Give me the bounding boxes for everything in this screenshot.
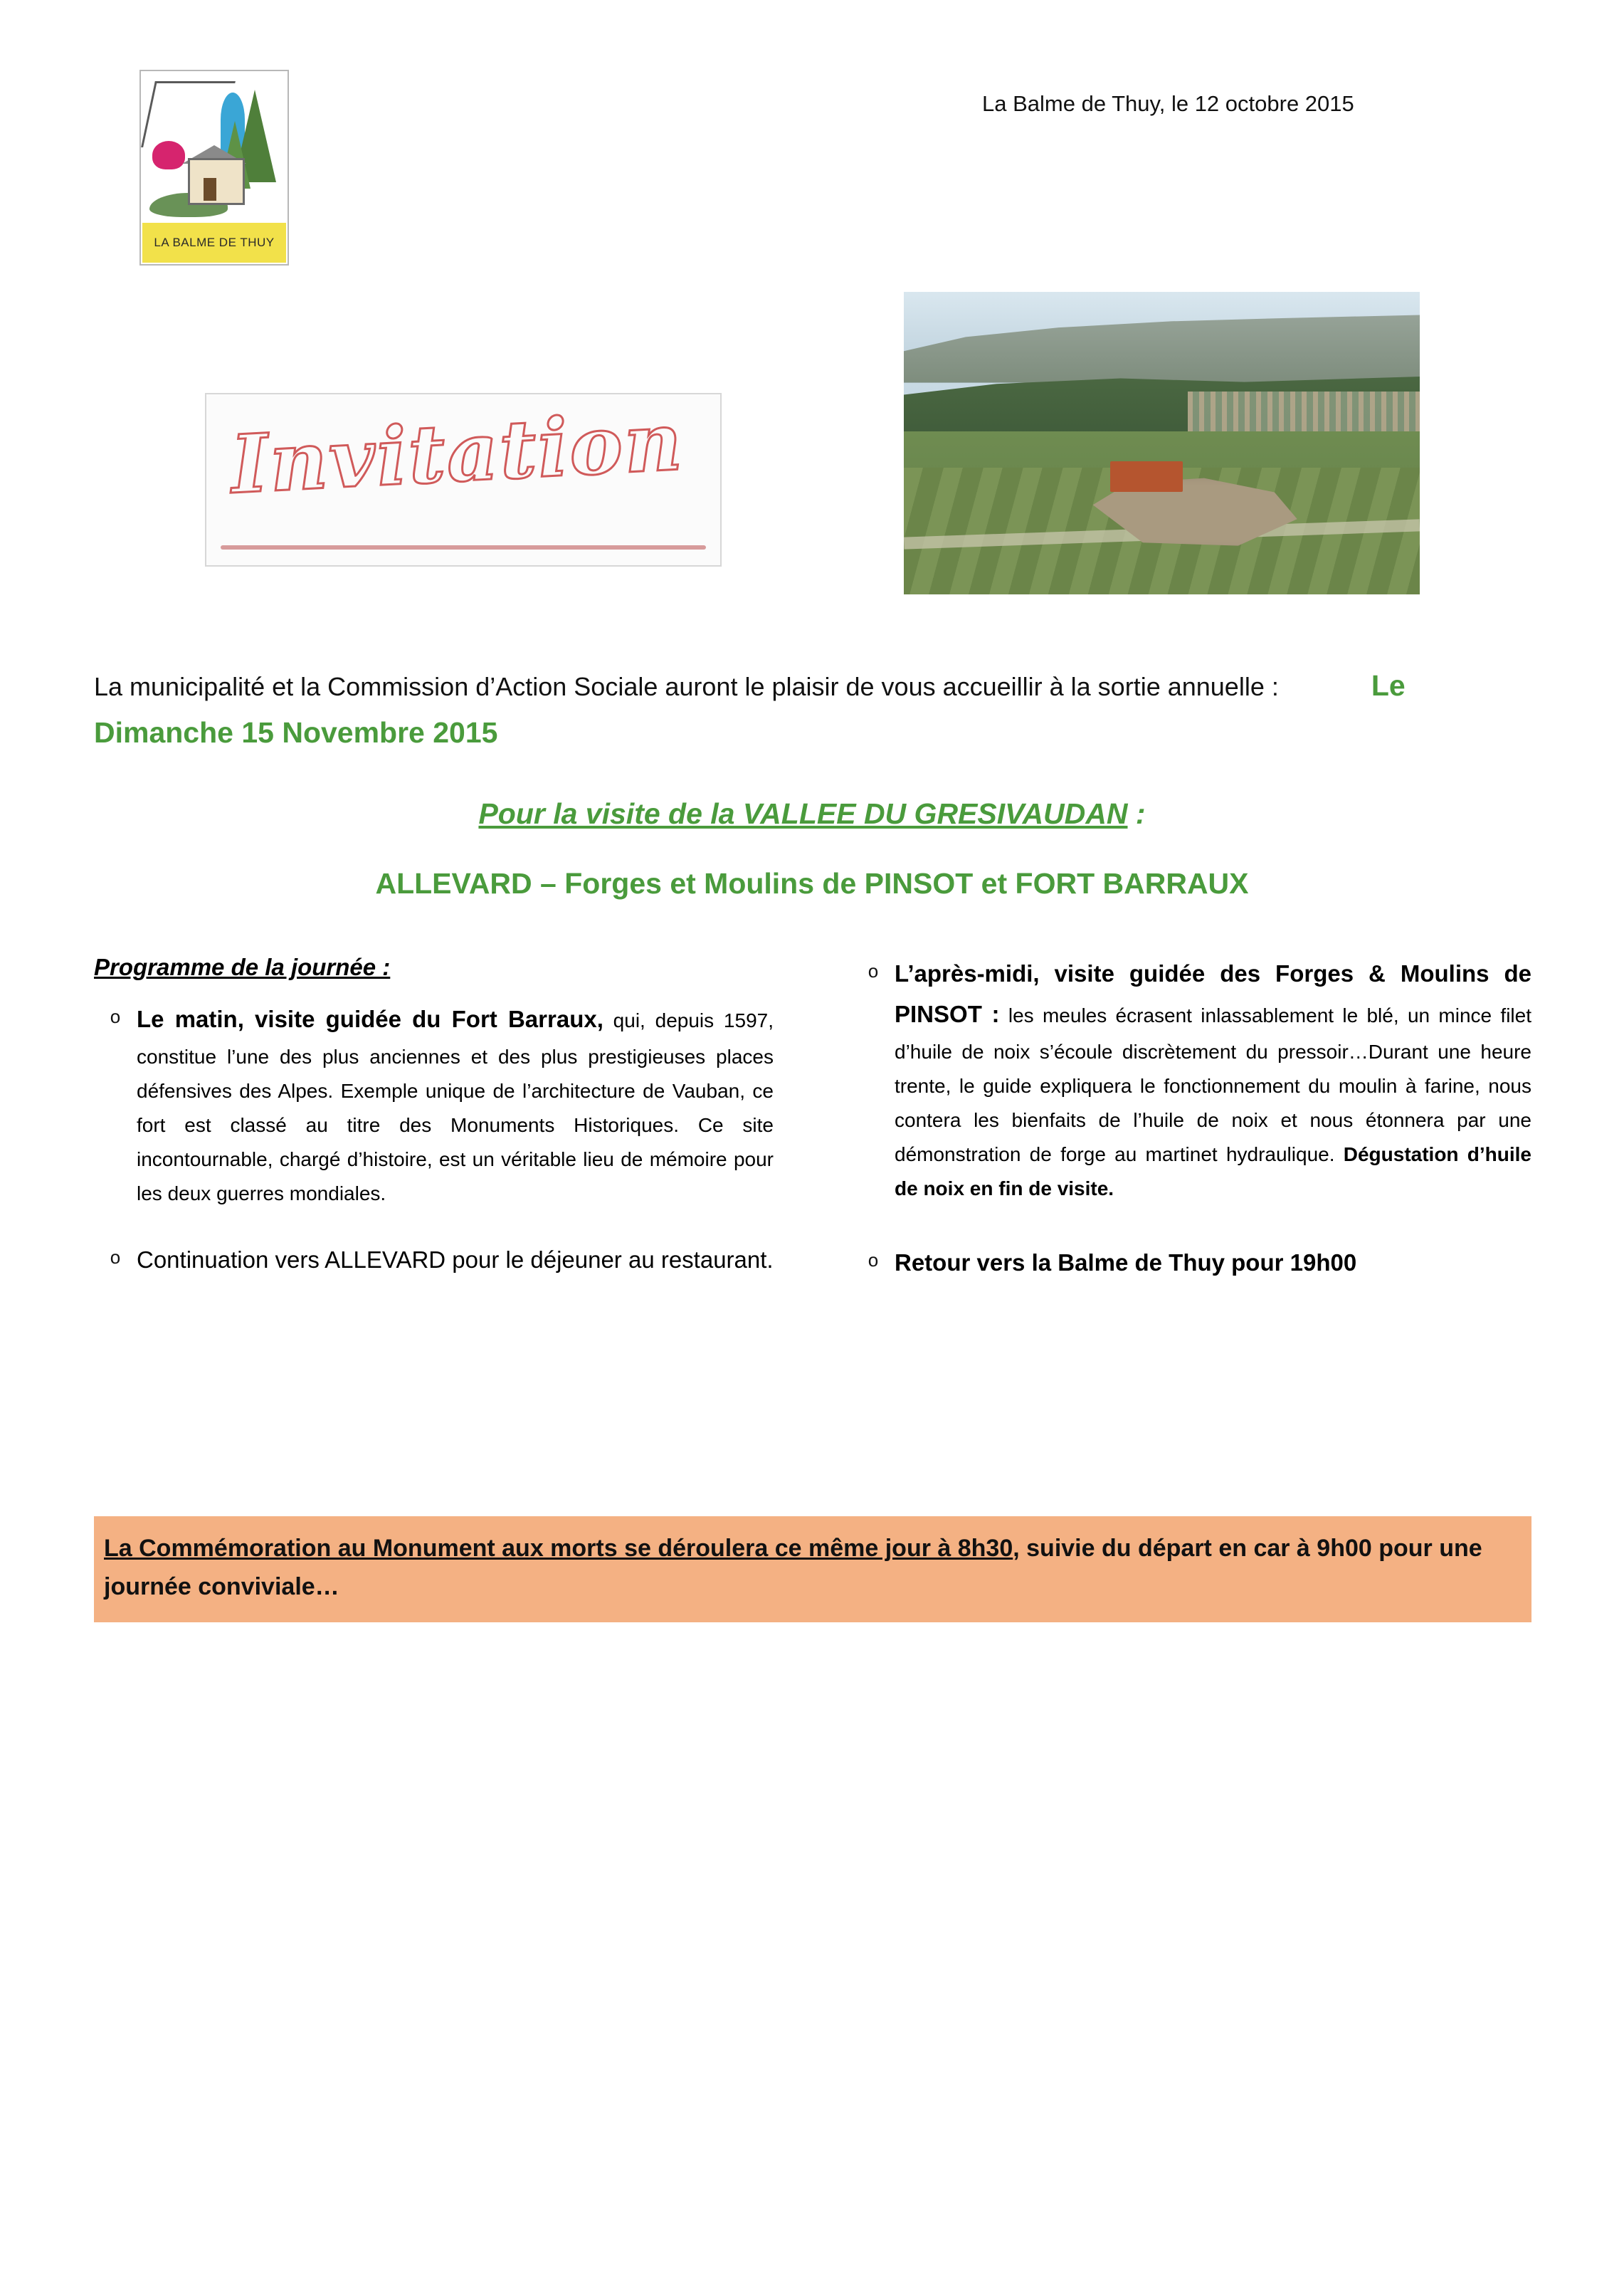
list-item-lead: Le matin, visite guidée du Fort Barraux, <box>137 1006 603 1032</box>
document-header <box>0 0 1624 249</box>
bullet-marker: o <box>868 1249 879 1271</box>
photo-village <box>1188 392 1420 434</box>
commune-logo <box>139 70 289 266</box>
list-item-body <box>895 954 1531 1206</box>
logo-flower-icon <box>152 141 185 169</box>
subtitle-valley-tail: : <box>1127 797 1146 830</box>
logo-house-icon <box>188 158 245 205</box>
list-item-rest: qui, depuis 1597, constitue l’une des plus anciennes et des plus prestigieuses places défensives des Alpes. Exemple unique de l’architecture de Vauban, ce fort est classé au titre des Monuments Historiques. Ce site incontournable, chargé d’histoire, est un véritable lieu de mémoire pour les deux guerres mondiales. <box>137 1009 774 1205</box>
programme-columns <box>94 954 1531 1320</box>
logo-house-door-icon <box>204 178 216 201</box>
fort-barraux-photo <box>904 292 1420 594</box>
invitation-wordart <box>205 393 722 567</box>
list-item-body <box>895 1243 1531 1283</box>
invitation-wordart-text: Invitation <box>228 394 686 512</box>
event-date: Le Dimanche 15 Novembre 2015 <box>94 669 1406 750</box>
subtitle-valley <box>0 797 1624 831</box>
list-item-rest: les meules écrasent inlassablement le blé, un mince filet d’huile de noix s’écoule discrètement du pressoir…Durant une heure trente, le guide expliquera le fonctionnement du moulin à farine, nous contera les bienfaits de l’huile de noix et nous étonnera par une démonstration de forge au martinet hydraulique. <box>895 1004 1531 1165</box>
commemoration-banner <box>94 1516 1531 1622</box>
logo-name-band <box>142 223 286 263</box>
logo-frame <box>139 70 289 266</box>
banner-rest-text: , suivie du départ en car à 9h00 pour une journée conviviale… <box>104 1535 1482 1601</box>
list-item-body <box>137 999 774 1212</box>
list-item <box>94 999 774 1212</box>
programme-title: Programme de la journée : <box>94 954 391 980</box>
list-item-rest: Continuation vers ALLEVARD pour le déjeuner au restaurant. <box>137 1246 774 1273</box>
intro-paragraph <box>94 662 1531 757</box>
intro-text: La municipalité et la Commission d’Action Sociale auront le plaisir de vous accueillir à la sortie annuelle : <box>94 672 1279 701</box>
dateline: La Balme de Thuy, le 12 octobre 2015 <box>982 91 1354 116</box>
list-item-tail-bold: Dégustation d’huile de noix en fin de visite. <box>895 1143 1532 1200</box>
list-item-body <box>137 1240 774 1281</box>
programme-column-left <box>94 954 774 1320</box>
subtitle-sites: ALLEVARD – Forges et Moulins de PINSOT et FORT BARRAUX <box>375 867 1249 900</box>
list-item-lead: L’après-midi, visite guidée des Forges & Moulins de PINSOT : <box>895 960 1531 1027</box>
list-item <box>94 1240 774 1281</box>
subtitle-valley-underlined: Pour la visite de la VALLEE DU GRESIVAUDAN <box>478 797 1128 830</box>
photo-fortress-roof <box>1110 461 1183 492</box>
list-item <box>852 954 1531 1206</box>
banner-underlined-text: La Commémoration au Monument aux morts se déroulera ce même jour à 8h30 <box>104 1535 1013 1562</box>
list-item-lead: Retour vers la Balme de Thuy pour 19h00 <box>895 1249 1357 1276</box>
bullet-marker: o <box>868 960 879 982</box>
logo-name-text: LA BALME DE THUY <box>154 236 275 249</box>
programme-column-right <box>852 954 1531 1320</box>
invitation-wordart-underline <box>221 545 706 550</box>
bullet-marker: o <box>110 1006 121 1027</box>
list-item <box>852 1243 1531 1283</box>
bullet-marker: o <box>110 1246 121 1268</box>
